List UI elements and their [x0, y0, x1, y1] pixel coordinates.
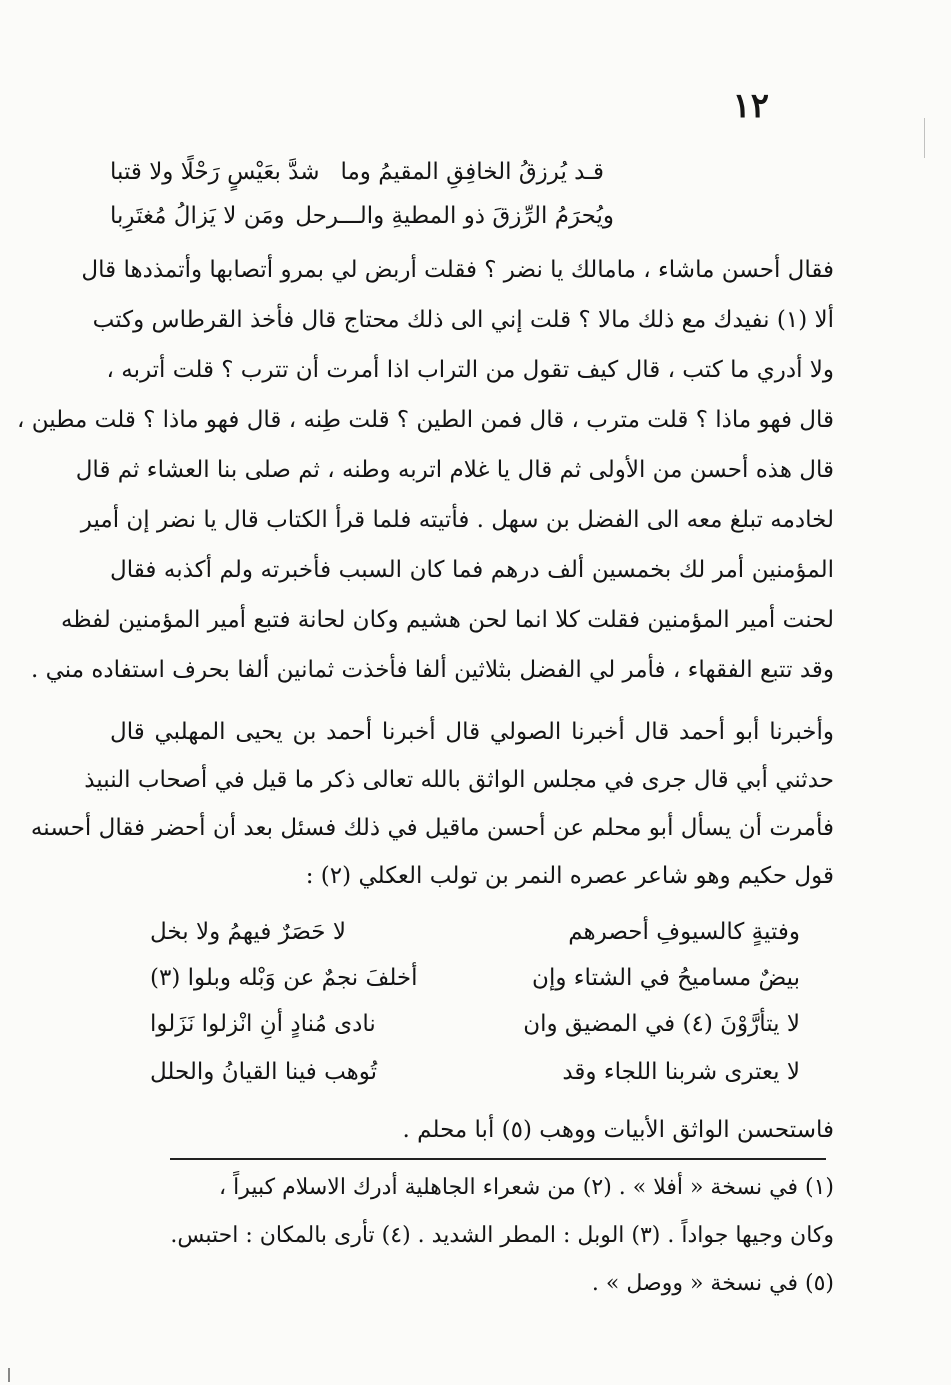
text-line: ألا (١) نفيدك مع ذلك مالا ؟ قلت إني الى ذلك محتاج قال فأخذ القرطاس وكتب — [92, 307, 834, 333]
paragraph-2 — [30, 708, 834, 908]
poem — [150, 908, 800, 1108]
poem-verse-4-right: لا يعترى شربنا اللجاء وقد — [562, 1059, 800, 1085]
closing-paragraph — [110, 1108, 834, 1152]
text-line: المؤمنين أمر لك بخمسين ألف درهم فما كان السبب فأخبرته ولم أكذبه فقال — [110, 557, 834, 583]
poem-verse-1-left: لا حَصَرٌ فيهمُ ولا بخل — [150, 919, 346, 945]
poem-verse-2-left: أخلفَ نجمٌ عن وَبْله وبلوا (٣) — [150, 965, 418, 991]
opening-verses — [110, 150, 834, 240]
text-line: لحنت أمير المؤمنين فقلت كلا انما لحن هشيم وكان لحانة فتبع أمير المؤمنين لفظه — [60, 607, 834, 633]
verse-2-left: ومَن لا يَزالُ مُغتَرِبا — [110, 203, 285, 229]
text-line: قال هذه أحسن من الأولى ثم قال يا غلام اتربه وطنه ، ثم صلى بنا العشاء ثم قال — [75, 457, 834, 483]
poem-verse-3-left: نادى مُنادٍ أنِ انْزلوا نَزَلوا — [150, 1011, 376, 1037]
footnote-line: وكان وجيها جواداً . (٣) الوبل : المطر الشديد . (٤) تأرى بالمكان : احتبس. — [170, 1223, 834, 1248]
page-number: ١٢ — [732, 86, 769, 126]
text-line: فقال أحسن ماشاء ، مامالك يا نضر ؟ فقلت أربض لي بمرو أتصابها وأتمذدها قال — [81, 257, 834, 283]
text-line: فأمرت أن يسأل أبو محلم عن أحسن ماقيل في ذلك فسئل بعد أن أحضر فقال أحسنه — [30, 815, 834, 841]
text-line: قال فهو ماذا ؟ قلت مترب ، قال فمن الطين ؟ قلت طِنه ، قال فهو ماذا ؟ قلت مطين ، — [16, 407, 834, 433]
footnotes — [110, 1168, 834, 1328]
text-line: حدثني أبي قال جرى في مجلس الواثق بالله تعالى ذكر ما قيل في أصحاب النبيذ — [84, 767, 834, 793]
text-line: قول حكيم وهو شاعر عصره النمر بن تولب العكلي (٢) : — [305, 863, 834, 889]
footnote-divider — [170, 1158, 826, 1160]
verse-1-left: شدَّ بعَيْسٍ رَحْلًا ولا قتبا — [110, 159, 320, 185]
paragraph-1 — [16, 248, 834, 708]
verse-1-right: قـد يُرزقُ الخافِقِ المقيمُ وما — [340, 159, 604, 185]
poem-verse-2-right: بيضٌ مساميحُ في الشتاء وإن — [532, 965, 800, 991]
footnote-line: (٥) في نسخة « ووصل » . — [591, 1271, 834, 1296]
scan-mark — [8, 1368, 10, 1382]
poem-verse-4-left: تُوهب فينا القيانُ والحلل — [150, 1059, 378, 1085]
text-line: وقد تتبع الفقهاء ، فأمر لي الفضل بثلاثين ألفا فأخذت ثمانين ألفا بحرف استفاده مني . — [30, 657, 834, 683]
footnote-line: (١) في نسخة « أفلا » . (٢) من شعراء الجاهلية أدرك الاسلام كبيراً ، — [219, 1175, 834, 1200]
poem-verse-3-right: لا يتأرَّوْنَ (٤) في المضيق وان — [523, 1011, 800, 1037]
text-line: ولا أدري ما كتب ، قال كيف تقول من التراب اذا أمرت أن تترب ؟ قلت أتربه ، — [106, 357, 834, 383]
verse-2-right: ويُحرَمُ الرِّزقَ ذو المطيةِ والـــرحل — [295, 203, 614, 229]
text-line: فاستحسن الواثق الأبيات ووهب (٥) أبا محلم . — [402, 1117, 834, 1143]
scan-mark — [924, 118, 925, 158]
text-line: لخادمه تبلغ معه الى الفضل بن سهل . فأتيته فلما قرأ الكتاب قال يا نضر إن أمير — [80, 507, 834, 533]
text-line: وأخبرنا أبو أحمد قال أخبرنا الصولي قال أخبرنا أحمد بن يحيى المهلبي قال — [110, 719, 834, 745]
poem-verse-1-right: وفتيةٍ كالسيوفِ أحصرهم — [568, 919, 800, 945]
